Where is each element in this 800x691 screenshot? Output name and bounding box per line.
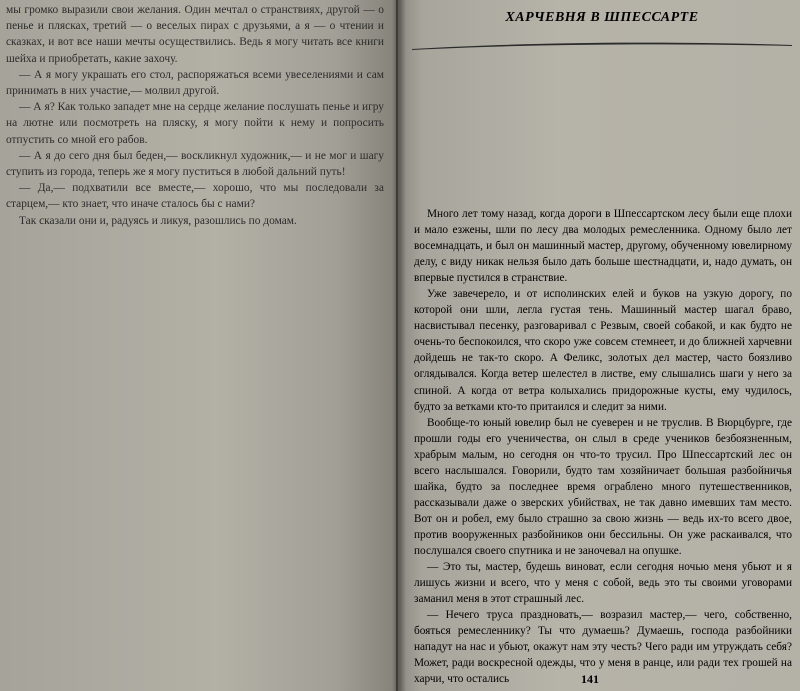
paragraph: Так сказали они и, радуясь и ликуя, разошлись по домам. [19,214,297,227]
paragraph: — Нечего труса праздновать,— возразил мастер,— чего, собственно, бояться ремесленнику? Ты что думаешь? Думаешь, господа разбойники нападут на нас и убьют, окажут нам эту честь? Чего ради им утруждать себя? Может, ради воскресной одежды, что у меня в ранце, или ради тех грошей на харчи, что остались [414,609,792,686]
chapter-title: ХАРЧЕВНЯ В ШПЕССАРТЕ [505,10,699,25]
title-rule [410,40,794,52]
left-page-text [6,2,384,229]
book-gutter [392,0,406,691]
left-page [0,0,396,691]
paragraph: — Это ты, мастер, будешь виноват, если сегодня ночью меня убьют и я лишусь жизни и всего, что у меня с собой, ведь это ты своими уговорами заманил меня в этот страшный лес. [414,561,792,606]
right-page-text [414,206,792,687]
page-number: 141 [581,672,599,686]
paragraph: Много лет тому назад, когда дороги в Шпессартском лесу были еще плохи и мало езжены, шли по лесу два молодых ремесленника. Одному было лет восемнадцать, и был он машинный мастер, другому, обученному ювелирному делу, с виду никак нельзя было дать больше шестнадцати, и, надо думать, он впервые пустился в странствие. [414,208,792,285]
paragraph: Уже завечерело, и от исполинских елей и буков на узкую дорогу, по которой они шли, легла густая тень. Машинный мастер шагал браво, насвистывал песенку, разговаривал с Резвым, своей собакой, и как будто не очень-то беспокоился, что скоро уже совсем стемнеет, и до ближней харчевни дойдешь не так-то скоро. А Феликс, золотых дел мастер, часто боязливо оглядывался. Когда ветер шелестел в листве, ему слышались шаги у него за спиной. А когда от ветра колыхались придорожные кусты, ему чудилось, будто за ветками кто-то притаился и следит за ними. [414,288,792,413]
title-rule-line [412,43,792,50]
paragraph: — А я могу украшать его стол, распоряжаться всеми увеселениями и сам принимать в них участие,— молвил другой. [6,68,384,98]
paragraph: мы громко выразили свои желания. Один мечтал о странствиях, другой — о пенье и плясках, третий — о веселых пирах с друзьями, а я — о чтении и сказках, и вот все наши мечты осуществились. Ведь я могу читать все книги шейха и приобретать, какие захочу. [6,4,384,65]
paragraph: Вообще-то юный ювелир был не суеверен и не труслив. В Вюрцбурге, где прошли годы его ученичества, он слыл в среде учеников безбоязненным, храбрым малым, но сегодня он что-то трусил. Про Шпессартский лес он всего наслышался. Говорили, будто там хозяйничает большая разбойничья шайка, будто за последнее время ограблено много путешественников, рассказывали даже о зверских убийствах, не так давно имевших там место. Вот он и робел, ему было страшно за свою жизнь — ведь их-то всего двое, против вооруженных разбойников они бессильны. Он уже раскаивался, что послушался своего спутника и не заночевал на опушке. [414,416,792,557]
paragraph: — Да,— подхватили все вместе,— хорошо, что мы последовали за старцем,— кто знает, что иначе сталось бы с нами? [6,182,384,211]
paragraph: — А я до сего дня был беден,— воскликнул художник,— и не мог и шагу ступить из города, теперь же я могу пуститься в любой дальний путь! [6,149,384,179]
paragraph: — А я? Как только западет мне на сердце желание послушать пенье и игру на лютне или посмотреть на пляску, я могу пойти к нему и попросить отпустить со мной его рабов. [6,101,384,146]
